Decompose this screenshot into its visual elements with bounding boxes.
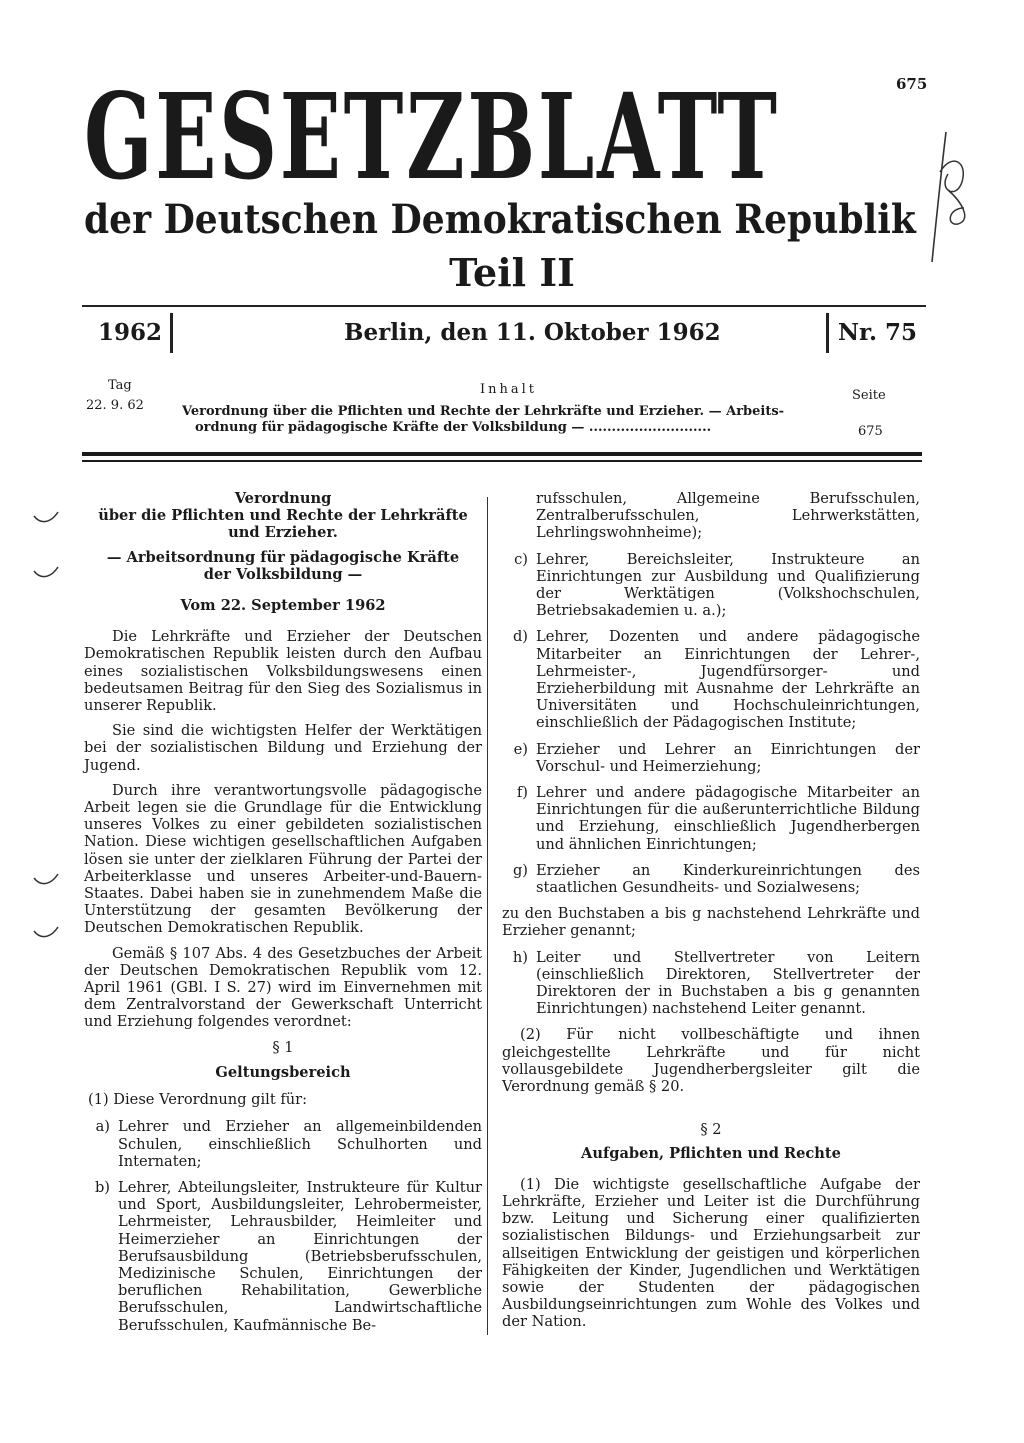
issue-separator [826, 313, 829, 353]
list-item-text: Erzieher und Lehrer an Einrichtungen der Vorschul- und Heimerziehung; [536, 740, 920, 775]
title-line: und Erzieher. [228, 524, 338, 542]
list-item-label: b) [94, 1178, 110, 1196]
section-paragraph: (1) Diese Verordnung gilt für: [88, 1091, 308, 1109]
list-item [502, 949, 920, 1018]
masthead-title: GESETZBLATT [84, 67, 780, 206]
contents-entry-page: 675 [858, 424, 883, 439]
list-item-text: Lehrer, Abteilungsleiter, Instrukteure für Kultur und Sport, Ausbildungsleiter, Lehrobermeister, Lehrmeister, Lehrausbilder, Heimleiter und Heimerzieher an Einrichtungen der Berufsausbildung (Betriebsberufsschulen, Medizinische Schulen, Einrichtungen der beruflichen Rehabilitation, Gewerbliche Berufsschulen, Landwirtschaftliche Berufsschulen, Kaufmännische Be- [118, 1178, 482, 1334]
left-column [84, 490, 482, 1343]
contents-entry-line: ordnung für pädagogische Kräfte der Volksbildung — ........................... [195, 420, 712, 435]
section-rule [82, 452, 922, 456]
list-item [502, 784, 920, 853]
contents-entry-line: Verordnung über die Pflichten und Rechte der Lehrkräfte und Erzieher. — Arbeits- [182, 404, 785, 419]
right-column [502, 490, 920, 1339]
regulation-date: Vom 22. September 1962 [180, 597, 386, 615]
title-line: — Arbeitsordnung für pädagogische Kräfte [106, 548, 460, 566]
margin-mark [30, 510, 62, 526]
preamble-paragraph: Gemäß § 107 Abs. 4 des Gesetzbuches der Arbeit der Deutschen Demokratischen Republik vom 12. April 1961 (GBl. I S. 27) wird im Einvernehmen mit dem Zentralvorstand der Gewerkschaft Unterricht und Erziehung folgendes verordnet: [84, 944, 482, 1031]
issue-number: Nr. 75 [838, 319, 918, 346]
issue-place-date: Berlin, den 11. Oktober 1962 [344, 319, 721, 346]
masthead-subtitle: der Deutschen Demokratischen Republik [84, 196, 916, 243]
issue-bar-rule [82, 305, 926, 307]
list-item [84, 1179, 482, 1334]
preamble-paragraph: Die Lehrkräfte und Erzieher der Deutschen Demokratischen Republik leisten durch den Aufbau eines sozialistischen Volksbildungswesens einen bedeutsamen Beitrag für den Sieg des Sozialismus in unserer Republik. [84, 628, 482, 715]
issue-bar [82, 305, 926, 355]
list-item-label: h) [512, 948, 528, 966]
list-item-label: g) [512, 861, 528, 879]
page-number: 675 [896, 75, 928, 93]
contents-seite-label: Seite [852, 388, 886, 403]
list-item-text: Leiter und Stellvertreter von Leitern (einschließlich Direktoren, Stellvertreter der Direktoren der in Buchstaben a bis g genannten Einrichtungen) nachstehend Leiter genannt. [536, 948, 920, 1018]
issue-year: 1962 [98, 319, 163, 346]
list-item [84, 1118, 482, 1170]
list-item-text: Erzieher an Kinderkureinrichtungen des staatlichen Gesundheits- und Sozialwesens; [536, 861, 920, 897]
contents-title: Inhalt [480, 382, 538, 397]
list-item-label: e) [513, 740, 528, 758]
preamble-paragraph: Sie sind die wichtigsten Helfer der Werktätigen bei der sozialistischen Bildung und Erziehung der Jugend. [84, 722, 482, 774]
contents-tag-label: Tag [108, 378, 132, 393]
section-title: Aufgaben, Pflichten und Rechte [581, 1144, 841, 1162]
handwritten-signature [918, 112, 978, 272]
section-title: Geltungsbereich [215, 1063, 351, 1081]
list-item [502, 551, 920, 620]
issue-separator [170, 313, 173, 353]
list-item-label: c) [514, 550, 528, 568]
section-rule [82, 460, 922, 462]
list-item-text: Lehrer, Dozenten und andere pädagogische Mitarbeiter an Einrichtungen der Lehrer-, Lehrmeister-, Jugendfürsorger- und Erzieherbildung mit Ausnahme der Lehrkräfte an Universitäten und Hochschuleinrichtungen, einschließlich der Pädagogischen Institute; [536, 628, 920, 732]
margin-mark [30, 925, 62, 941]
title-line: Verordnung [234, 490, 332, 507]
list-item-label: d) [512, 628, 528, 646]
list-item [502, 741, 920, 775]
table-of-contents [82, 378, 926, 448]
section-number: § 2 [700, 1121, 722, 1139]
margin-mark [30, 565, 62, 581]
column-divider [487, 497, 488, 1335]
list-item-text: Lehrer und andere pädagogische Mitarbeiter an Einrichtungen für die außerunterrichtliche Bildung und Erziehung, einschließlich Jugendherbergen und ähnlichen Einrichtungen; [536, 784, 920, 853]
margin-mark [30, 872, 62, 888]
section-paragraph: (2) Für nicht vollbeschäftigte und ihnen gleichgestellte Lehrkräfte und für nicht vollausgebildete Jugendherbergsleiter gilt die Verordnung gemäß § 20. [502, 1026, 920, 1096]
list-item-continuation: rufsschulen, Allgemeine Berufsschulen, Zentralberufsschulen, Lehrwerkstätten, Lehrlingswohnheime); [536, 490, 920, 542]
list-item-label: a) [95, 1118, 110, 1136]
regulation-title [84, 490, 482, 583]
list-item [502, 628, 920, 731]
list-item [502, 862, 920, 896]
list-item-label: f) [516, 784, 528, 802]
title-line: über die Pflichten und Rechte der Lehrkräfte [98, 507, 468, 525]
list-item-text: Lehrer, Bereichsleiter, Instrukteure an Einrichtungen zur Ausbildung und Qualifizierung der Werktätigen (Volkshochschulen, Betriebsakademien u. a.); [536, 550, 920, 620]
part-label: Teil II [449, 250, 575, 295]
contents-entry-date: 22. 9. 62 [86, 398, 144, 413]
section-paragraph: (1) Die wichtigste gesellschaftliche Aufgabe der Lehrkräfte, Erzieher und Leiter ist die Durchführung bzw. Leitung und Sicherung einer qualifizierten sozialistischen Bildungs- und Erziehungsarbeit zur allseitigen Entwicklung der geistigen und körperlichen Fähigkeiten der Kinder, Jugendlichen und Werktätigen sowie der Studenten der pädagogischen Ausbildungseinrichtungen zum Wohle des Volkes und der Nation. [502, 1175, 920, 1331]
section-paragraph: zu den Buchstaben a bis g nachstehend Lehrkräfte und Erzieher genannt; [502, 905, 920, 940]
title-line: der Volksbildung — [203, 565, 363, 583]
section-number: § 1 [272, 1038, 294, 1056]
preamble-paragraph: Durch ihre verantwortungsvolle pädagogische Arbeit legen sie die Grundlage für die Entwicklung unseres Volkes zu einer gebildeten sozialistischen Nation. Diese wichtigen gesellschaftlichen Aufgaben lösen sie unter der zielklaren Führung der Partei der Arbeiterklasse und unseres Arbeiter-und-Bauern-Staates. Dabei haben sie in zunehmendem Maße die Unterstützung der gesamten Bevölkerung der Deutschen Demokratischen Republik. [84, 781, 482, 937]
list-item-text: Lehrer und Erzieher an allgemeinbildenden Schulen, einschließlich Schulhorten und Internaten; [118, 1118, 482, 1170]
